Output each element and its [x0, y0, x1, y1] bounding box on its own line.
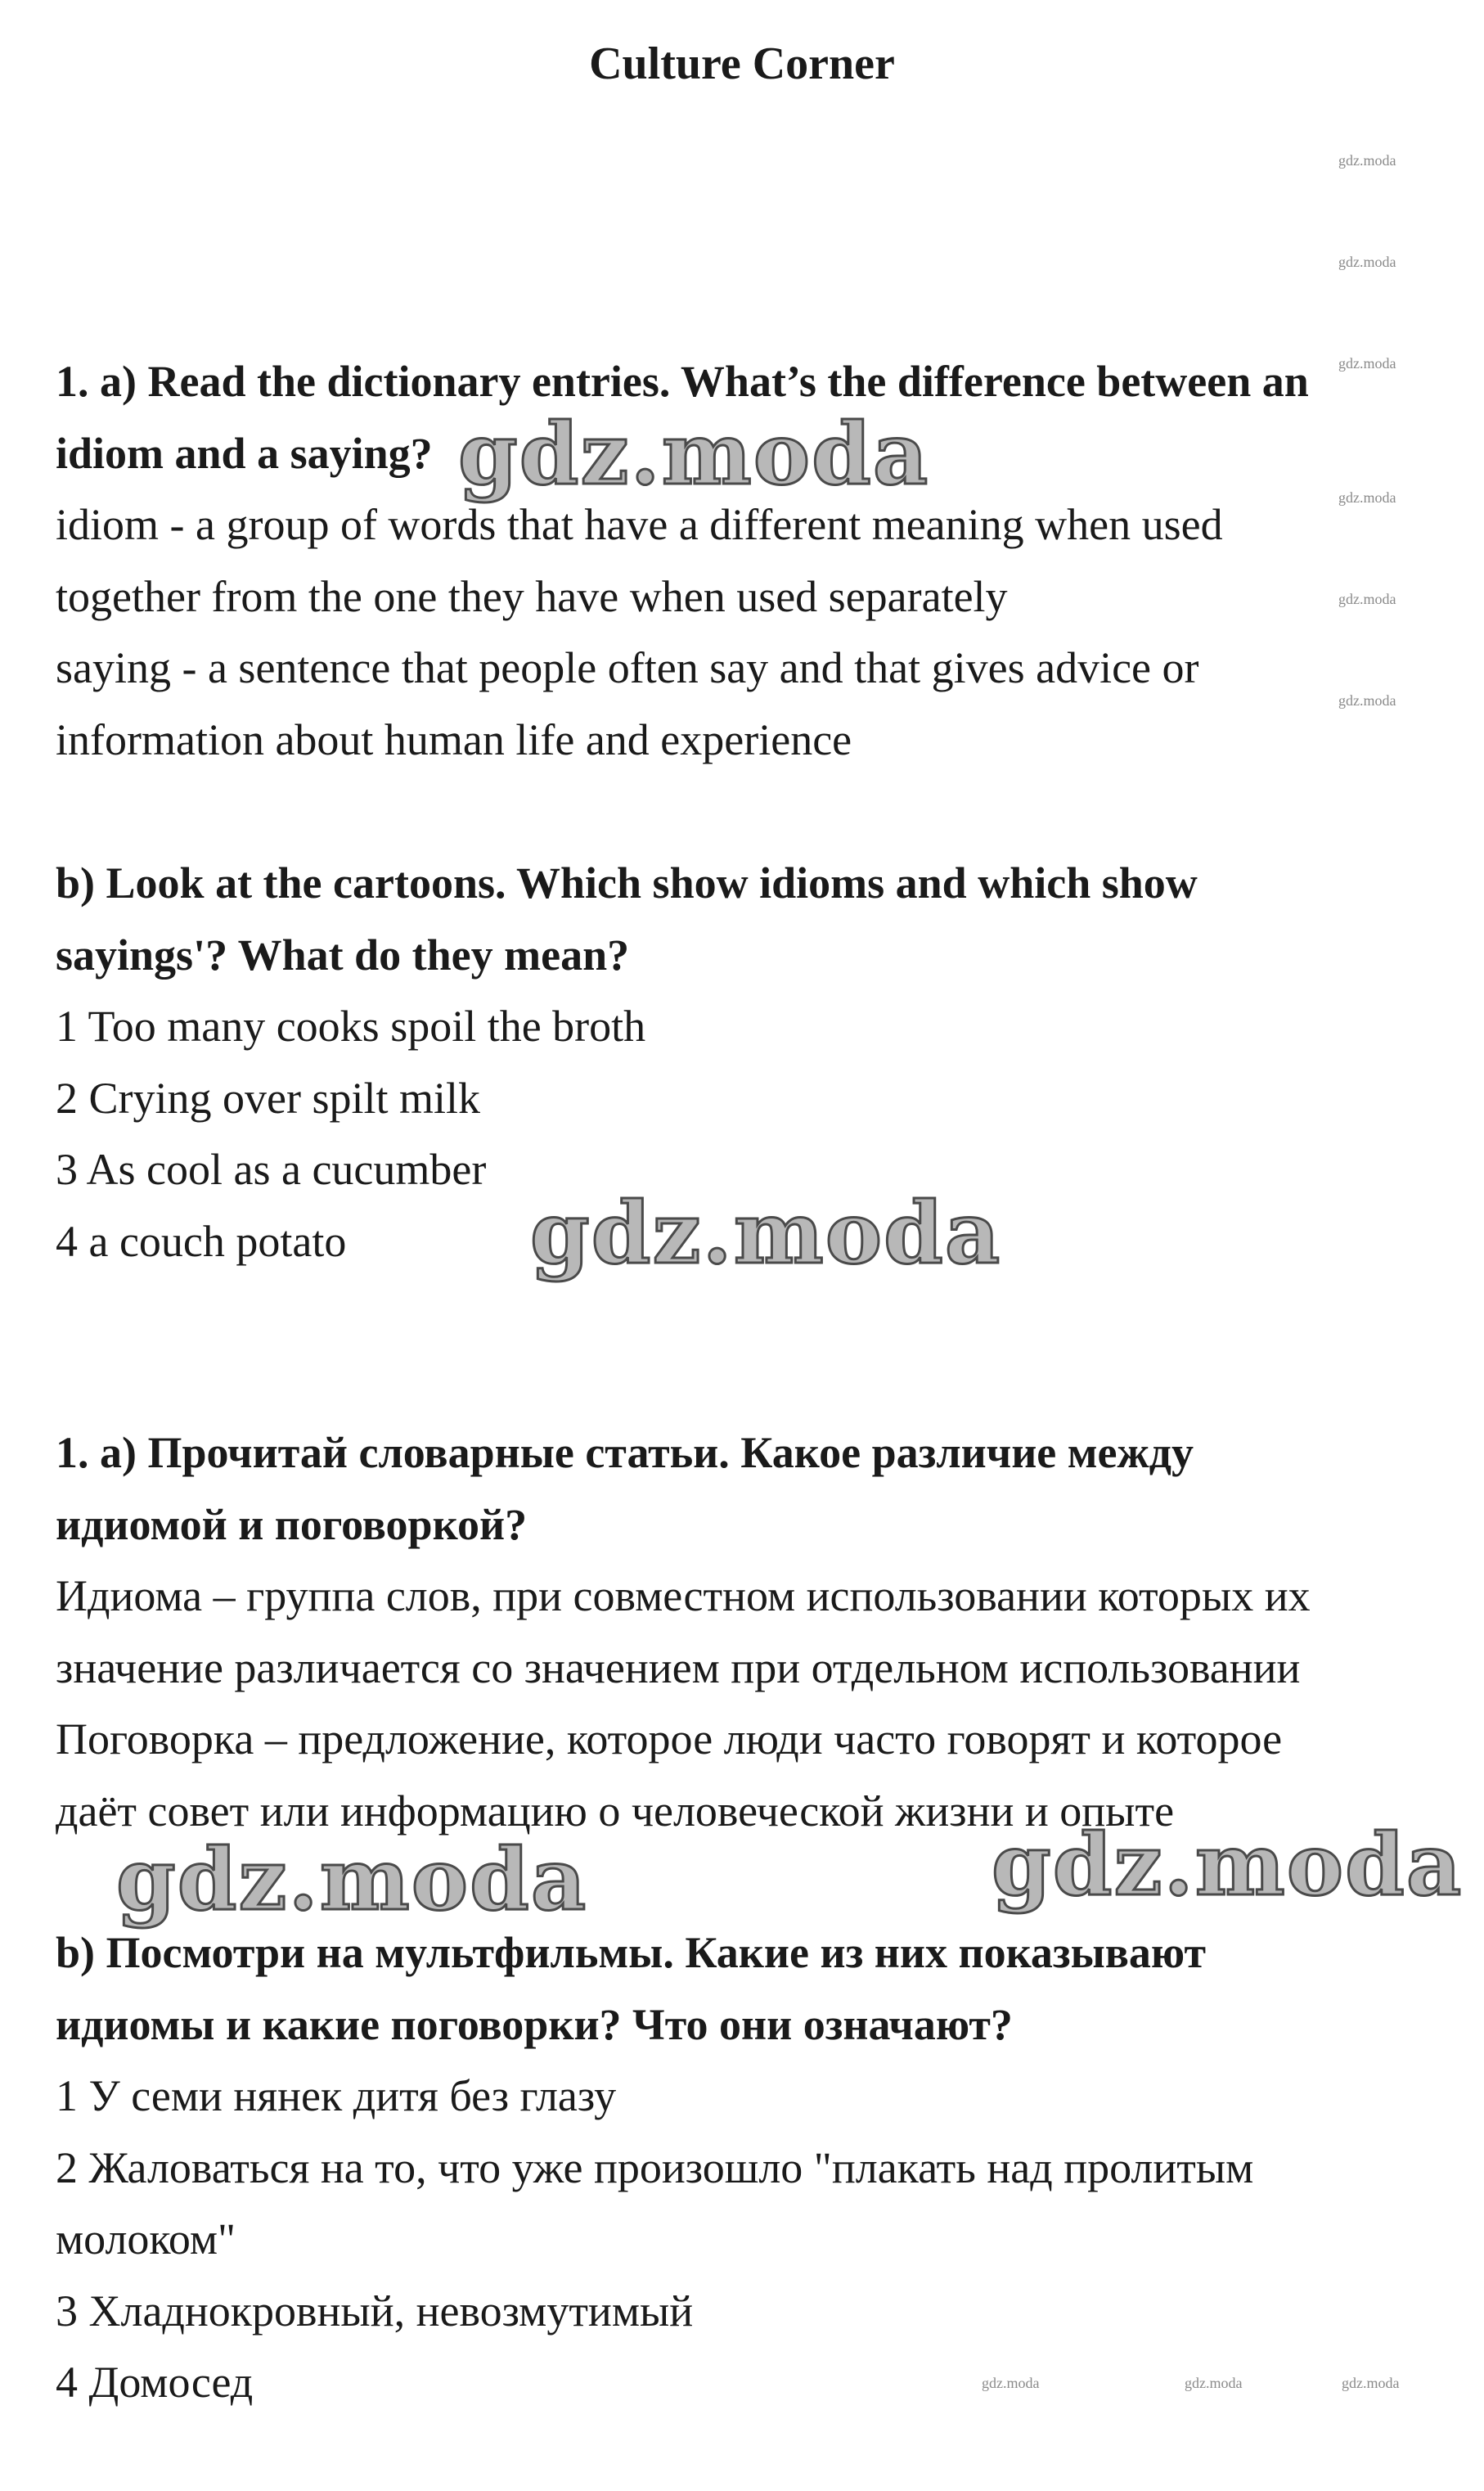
- watermark-large: gdz.moda: [530, 1182, 1002, 1283]
- task-a-heading-ru-line-1: 1. a) Прочитай словарные статьи. Какое различие между: [56, 1428, 1194, 1477]
- list-item: 4 Домосед: [56, 2358, 254, 2407]
- idiom-definition-ru-line-2: значение различается со значением при отдельном использовании: [56, 1643, 1301, 1692]
- task-b-heading-ru-line-1: b) Посмотри на мультфильмы. Какие из них показывают: [56, 1928, 1207, 1977]
- saying-definition-ru-line-1: Поговорка – предложение, которое люди часто говорят и которое: [56, 1714, 1283, 1764]
- idiom-definition-ru-line-1: Идиома – группа слов, при совместном использовании которых их: [56, 1571, 1311, 1620]
- watermark-small: gdz.moda: [1338, 591, 1396, 607]
- list-item: 2 Crying over spilt milk: [56, 1074, 480, 1123]
- task-a-heading-en-line-1: 1. a) Read the dictionary entries. What’s the difference between an: [56, 357, 1309, 406]
- list-item: 1 У семи нянек дитя без глазу: [56, 2071, 617, 2120]
- list-item: молоком": [56, 2214, 236, 2264]
- watermark-small: gdz.moda: [1185, 2375, 1243, 2391]
- saying-definition-ru-line-2: даёт совет или информацию о человеческой жизни и опыте: [56, 1786, 1175, 1836]
- watermark-small: gdz.moda: [1338, 254, 1396, 270]
- saying-definition-line-2: information about human life and experience: [56, 715, 852, 764]
- watermark-small: gdz.moda: [1338, 489, 1396, 506]
- watermark-small: gdz.moda: [982, 2375, 1040, 2391]
- list-item: 4 a couch potato: [56, 1217, 347, 1266]
- idiom-definition-line-1: idiom - a group of words that have a different meaning when used: [56, 500, 1223, 549]
- task-a-heading-en-line-2: idiom and a saying?: [56, 429, 433, 478]
- idiom-definition-line-2: together from the one they have when used separately: [56, 572, 1008, 621]
- list-item: 3 As cool as a cucumber: [56, 1145, 487, 1194]
- page-title: Culture Corner: [589, 38, 895, 89]
- watermark-small: gdz.moda: [1338, 692, 1396, 709]
- task-a-heading-ru-line-2: идиомой и поговоркой?: [56, 1500, 528, 1549]
- task-b-heading-en-line-1: b) Look at the cartoons. Which show idioms and which show: [56, 858, 1198, 908]
- watermark-large: gdz.moda: [992, 1814, 1464, 1915]
- task-b-heading-en-line-2: sayings'? What do they mean?: [56, 930, 630, 980]
- watermark-small: gdz.moda: [1342, 2375, 1400, 2391]
- list-item: 2 Жаловаться на то, что уже произошло "плакать над пролитым: [56, 2143, 1254, 2192]
- watermark-large: gdz.moda: [116, 1829, 588, 1930]
- list-item: 1 Too many cooks spoil the broth: [56, 1002, 646, 1051]
- watermark-large: gdz.moda: [458, 403, 930, 504]
- task-b-heading-ru-line-2: идиомы и какие поговорки? Что они означают?: [56, 2000, 1013, 2049]
- saying-definition-line-1: saying - a sentence that people often say and that gives advice or: [56, 643, 1199, 692]
- list-item: 3 Хладнокровный, невозмутимый: [56, 2286, 694, 2336]
- watermark-small: gdz.moda: [1338, 152, 1396, 169]
- watermark-small: gdz.moda: [1338, 355, 1396, 372]
